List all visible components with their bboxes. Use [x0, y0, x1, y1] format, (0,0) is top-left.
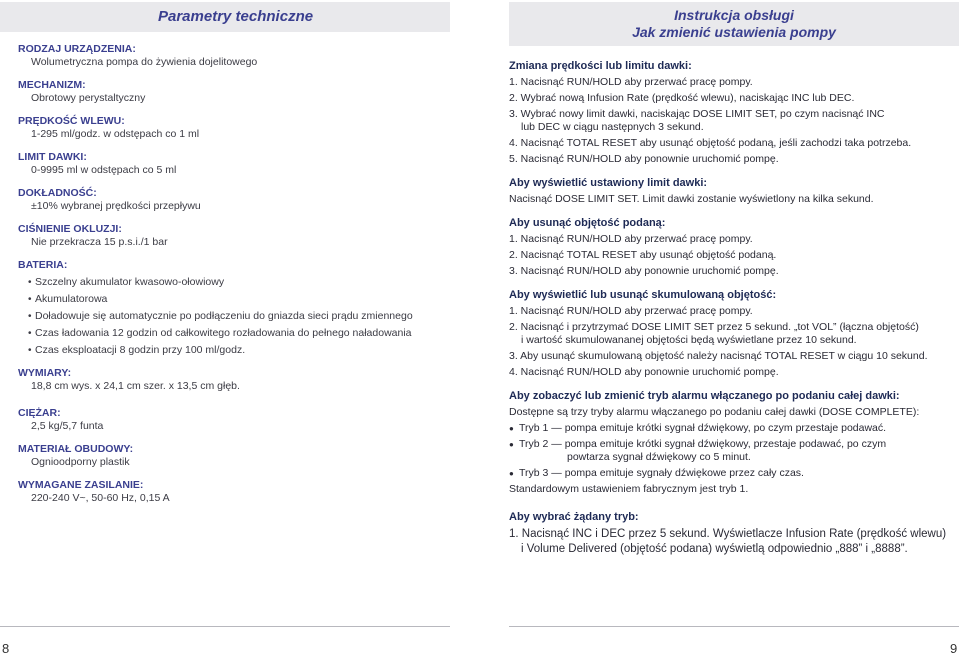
bullet-text: Tryb 3 — pompa emituje sygnały dźwiękowe przez cały czas.: [519, 467, 804, 479]
instructions-title: Instrukcja obsługi: [674, 7, 794, 23]
section-show-limit: [509, 176, 954, 206]
step: 2. Nacisnąć i przytrzymać DOSE LIMIT SET przez 5 sekund. „tot VOL” (łączna objętość): [509, 321, 919, 333]
spec-value: 220-240 V~, 50-60 Hz, 0,15 A: [31, 492, 170, 504]
step: 4. Nacisnąć RUN/HOLD aby ponownie uruchomić pompę.: [509, 366, 779, 378]
left-header-bar: [0, 2, 450, 32]
spec-dimensions: [18, 367, 448, 393]
section-heading: Aby usunąć objętość podaną:: [509, 217, 666, 229]
spec-device-type: [18, 43, 448, 69]
list-item: [509, 467, 954, 480]
footer-divider-right: [509, 626, 959, 627]
specs-title: Parametry techniczne: [158, 8, 314, 25]
spec-weight: [18, 407, 448, 433]
spec-value: 1-295 ml/godz. w odstępach co 1 ml: [31, 128, 200, 140]
section-select-mode: [509, 510, 954, 557]
section-clear-volume: [509, 216, 954, 278]
spec-value: 2,5 kg/5,7 funta: [31, 420, 104, 432]
spec-label: RODZAJ URZĄDZENIA:: [18, 43, 136, 55]
spec-power: [18, 479, 448, 505]
step: 3. Nacisnąć RUN/HOLD aby ponownie uruchomić pompę.: [509, 265, 779, 277]
spec-label: BATERIA:: [18, 259, 68, 271]
list-item: • Czas eksploatacji 8 godzin przy 100 ml/godz.: [28, 344, 448, 357]
step: 1. Nacisnąć INC i DEC przez 5 sekund. Wyświetlacze Infusion Rate (prędkość wlewu): [509, 528, 947, 540]
spec-value: ±10% wybranej prędkości przepływu: [31, 200, 201, 212]
section-text: Standardowym ustawieniem fabrycznym jest tryb 1.: [509, 483, 749, 495]
spec-value: Obrotowy perystaltyczny: [31, 92, 146, 104]
spec-mechanism: [18, 79, 448, 105]
step: 3. Wybrać nowy limit dawki, naciskając DOSE LIMIT SET, po czym nacisnąć INC: [509, 108, 885, 120]
section-text: Nacisnąć DOSE LIMIT SET. Limit dawki zostanie wyświetlony na kilka sekund.: [509, 193, 874, 205]
spec-accuracy: [18, 187, 448, 213]
spec-label: LIMIT DAWKI:: [18, 151, 87, 163]
spec-label: WYMIARY:: [18, 367, 72, 379]
step: 1. Nacisnąć RUN/HOLD aby przerwać pracę pompy.: [509, 76, 753, 88]
spec-label: PRĘDKOŚĆ WLEWU:: [18, 115, 125, 127]
spec-label: MATERIAŁ OBUDOWY:: [18, 443, 134, 455]
step-continuation: lub DEC w ciągu następnych 3 sekund.: [521, 121, 704, 133]
list-item: • Akumulatorowa: [28, 293, 448, 306]
step: 5. Nacisnąć RUN/HOLD aby ponownie uruchomić pompę.: [509, 153, 779, 165]
spec-value: Wolumetryczna pompa do żywienia dojelitowego: [31, 56, 258, 68]
battery-list: [18, 276, 448, 357]
spec-value: Nie przekracza 15 p.s.i./1 bar: [31, 236, 168, 248]
spec-label: MECHANIZM:: [18, 79, 86, 91]
step: 4. Nacisnąć TOTAL RESET aby usunąć objętość podaną, jeśli zachodzi taka potrzeba.: [509, 137, 912, 149]
step: 1. Nacisnąć RUN/HOLD aby przerwać pracę pompy.: [509, 305, 753, 317]
section-change-rate: [509, 59, 954, 166]
bullet-text: Tryb 1 — pompa emituje krótki sygnał dźwiękowy, po czym przestaje podawać.: [519, 422, 887, 434]
spec-housing: [18, 443, 448, 469]
spec-label: CIŚNIENIE OKLUZJI:: [18, 223, 122, 235]
section-heading: Aby wybrać żądany tryb:: [509, 511, 639, 523]
spec-occlusion-pressure: [18, 223, 448, 249]
spec-dose-limit: [18, 151, 448, 177]
spec-value: 0-9995 ml w odstępach co 5 ml: [31, 164, 177, 176]
page-number-left: 8: [2, 641, 10, 656]
spec-label: WYMAGANE ZASILANIE:: [18, 479, 144, 491]
section-heading: Aby zobaczyć lub zmienić tryb alarmu włączanego po podaniu całej dawki:: [509, 390, 900, 402]
step-continuation: i wartość skumulowananej objętości będą wyświetlane przez 10 sekund.: [521, 334, 857, 346]
bullet-text: Tryb 2 — pompa emituje krótki sygnał dźwiękowy, przestaje podawać, po czym: [519, 438, 887, 450]
list-item: • Szczelny akumulator kwasowo-ołowiowy: [28, 276, 448, 289]
step: 3. Aby usunąć skumulowaną objętość należy nacisnąć TOTAL RESET w ciągu 10 sekund.: [509, 350, 928, 362]
instructions-subtitle: Jak zmienić ustawienia pompy: [632, 24, 836, 40]
section-heading: Aby wyświetlić lub usunąć skumulowaną objętość:: [509, 289, 777, 301]
section-alarm-mode: [509, 389, 954, 496]
right-header-bar: [509, 2, 959, 46]
spec-label: CIĘŻAR:: [18, 407, 61, 419]
list-item: • Czas ładowania 12 godzin od całkowitego rozładowania do pełnego naładowania: [28, 327, 448, 340]
section-heading: Aby wyświetlić ustawiony limit dawki:: [509, 177, 708, 189]
bullet-continuation: powtarza sygnał dźwiękowy co 5 minut.: [567, 451, 751, 463]
step: 1. Nacisnąć RUN/HOLD aby przerwać pracę pompy.: [509, 233, 753, 245]
spec-value: 18,8 cm wys. x 24,1 cm szer. x 13,5 cm głęb.: [31, 380, 240, 392]
section-heading: Zmiana prędkości lub limitu dawki:: [509, 60, 692, 72]
page-number-right: 9: [950, 641, 958, 656]
spec-battery: [18, 259, 448, 357]
spec-flow-rate: [18, 115, 448, 141]
list-item: [509, 422, 954, 435]
step: 2. Wybrać nową Infusion Rate (prędkość wlewu), naciskając INC lub DEC.: [509, 92, 855, 104]
section-cumulative: [509, 288, 954, 379]
step-continuation: i Volume Delivered (objętość podana) wyświetlą odpowiednio „888” i „8888”.: [521, 543, 908, 555]
spec-label: DOKŁADNOŚĆ:: [18, 187, 97, 199]
spec-value: Ognioodporny plastik: [31, 456, 130, 468]
instructions-column: [509, 59, 954, 557]
section-text: Dostępne są trzy tryby alarmu włączanego po podaniu całej dawki (DOSE COMPLETE):: [509, 406, 920, 418]
step: 2. Nacisnąć TOTAL RESET aby usunąć objętość podaną.: [509, 249, 777, 261]
specs-column: [18, 43, 448, 505]
list-item: [509, 438, 954, 464]
list-item: • Doładowuje się automatycznie po podłączeniu do gniazda sieci prądu zmiennego: [28, 310, 448, 323]
footer-divider-left: [0, 626, 450, 627]
